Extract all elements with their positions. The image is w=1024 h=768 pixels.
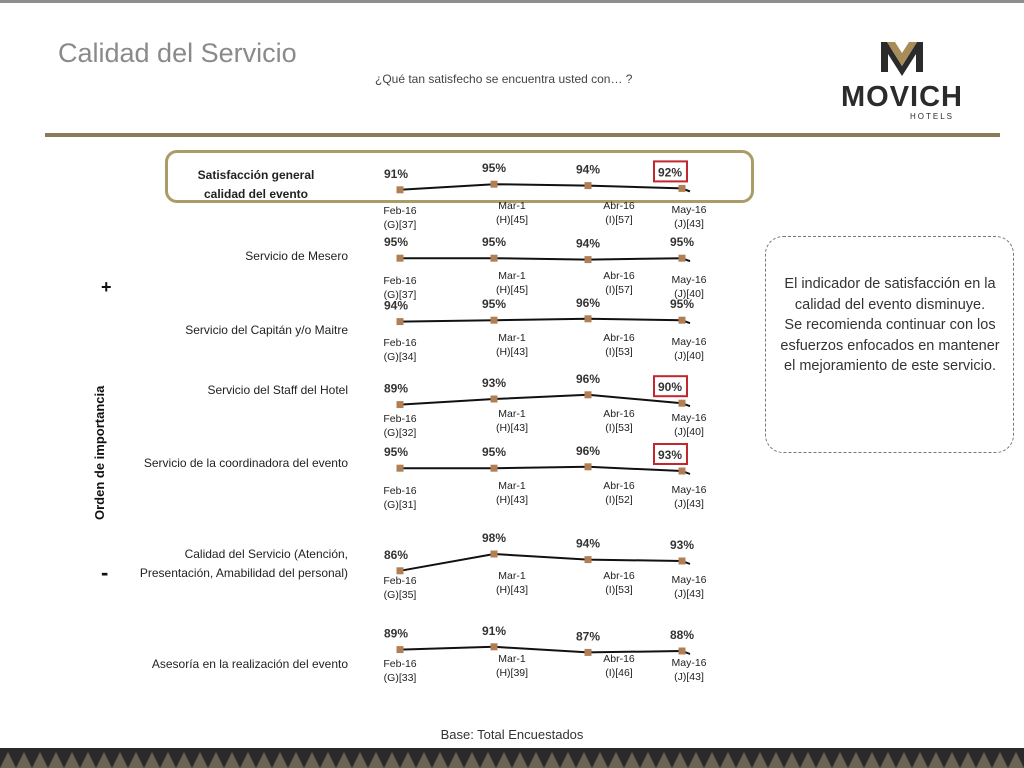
data-label: 94% <box>575 536 601 551</box>
period-label: Abr-16 <box>603 480 635 492</box>
base-label: (G)[34] <box>383 351 417 363</box>
data-point <box>491 551 498 558</box>
data-point <box>679 185 686 192</box>
period-label: May-16 <box>671 412 707 424</box>
data-point <box>397 646 404 653</box>
page-title: Calidad del Servicio <box>58 38 297 68</box>
base-label: (G)[35] <box>383 589 417 601</box>
data-label: 96% <box>575 443 601 458</box>
decorative-band <box>0 748 1024 768</box>
series-line <box>400 395 690 406</box>
base-label: (G)[32] <box>383 427 417 439</box>
data-label: 93% <box>657 448 683 462</box>
period-label: Mar-1 <box>498 653 526 665</box>
series-line <box>400 467 690 474</box>
data-point <box>679 400 686 407</box>
data-point <box>491 465 498 472</box>
period-label: Feb-16 <box>383 413 417 425</box>
base-label: (I)[57] <box>605 284 633 296</box>
base-label: (H)[45] <box>495 284 529 296</box>
period-label: Mar-1 <box>498 332 526 344</box>
base-label: (I)[53] <box>605 422 633 434</box>
data-point <box>679 648 686 655</box>
base-label: (J)[43] <box>674 588 704 600</box>
base-label: (J)[43] <box>674 498 704 510</box>
insight-text-line: Se recomienda continuar con los esfuerzos enfocados en mantener el mejoramiento de este servicio. <box>780 317 1000 374</box>
data-label: 95% <box>481 445 507 460</box>
data-point <box>679 558 686 565</box>
period-label: Feb-16 <box>383 275 417 287</box>
data-point <box>585 182 592 189</box>
data-point <box>397 465 404 472</box>
data-point <box>491 181 498 188</box>
period-label: Feb-16 <box>383 658 417 670</box>
data-label: 89% <box>383 381 409 396</box>
period-label: May-16 <box>671 657 707 669</box>
insight-text <box>778 274 1002 377</box>
base-label: (H)[43] <box>495 584 529 596</box>
data-point <box>585 556 592 563</box>
data-point <box>585 463 592 470</box>
importance-plus: + <box>101 277 112 297</box>
base-label: (J)[40] <box>674 426 704 438</box>
data-point <box>397 318 404 325</box>
data-label: 94% <box>575 236 601 251</box>
data-point <box>585 256 592 263</box>
series-line <box>400 184 690 191</box>
series-line <box>400 319 690 323</box>
data-label: 91% <box>383 166 409 181</box>
period-label: Abr-16 <box>603 408 635 420</box>
row-label-line: Calidad del Servicio (Atención, <box>184 547 348 561</box>
period-label: Mar-1 <box>498 408 526 420</box>
data-label: 94% <box>575 162 601 177</box>
data-point <box>397 567 404 574</box>
series-line <box>400 258 690 261</box>
data-label: 95% <box>481 161 507 176</box>
logo-subtitle: HOTELS <box>909 112 955 121</box>
data-point <box>585 391 592 398</box>
importance-minus: - <box>101 560 109 585</box>
row-label-line: Presentación, Amabilidad del personal) <box>139 566 348 580</box>
importance-axis-label: Orden de importancia <box>92 385 107 520</box>
base-label: (H)[39] <box>495 667 529 679</box>
insight-text-line: El indicador de satisfacción en la calidad del evento disminuye. <box>784 276 996 313</box>
base-label: (I)[46] <box>605 667 633 679</box>
series-line <box>400 647 690 654</box>
base-label: (G)[37] <box>383 289 417 301</box>
data-label: 98% <box>481 531 507 545</box>
series-line <box>400 554 690 571</box>
logo-wordmark: MOVICH <box>841 81 963 113</box>
base-label: (H)[43] <box>495 346 529 358</box>
data-label: 95% <box>383 445 409 460</box>
data-point <box>679 317 686 324</box>
data-label: 92% <box>657 165 683 180</box>
base-label: (H)[43] <box>495 494 529 506</box>
data-point <box>397 401 404 408</box>
period-label: May-16 <box>671 204 707 216</box>
data-point <box>491 396 498 403</box>
data-point <box>491 255 498 262</box>
period-label: Mar-1 <box>498 480 526 492</box>
data-label: 95% <box>669 235 695 250</box>
period-label: Feb-16 <box>383 205 417 217</box>
row-label-line: Servicio del Staff del Hotel <box>207 383 348 397</box>
period-label: Abr-16 <box>603 653 635 665</box>
base-label: (H)[43] <box>495 422 529 434</box>
period-label: Feb-16 <box>383 575 417 587</box>
data-label: 89% <box>383 626 409 641</box>
period-label: Mar-1 <box>498 200 526 212</box>
base-label: (J)[43] <box>674 671 704 683</box>
data-label: 95% <box>383 235 409 250</box>
data-label: 96% <box>575 295 601 310</box>
row-label-line: Asesoría en la realización del evento <box>151 657 348 671</box>
base-label: (G)[37] <box>383 219 417 231</box>
base-label: (J)[40] <box>674 288 704 300</box>
data-label: 87% <box>575 629 601 644</box>
base-label: (G)[31] <box>383 499 417 511</box>
base-label: (I)[52] <box>605 494 633 506</box>
data-label: 90% <box>657 380 683 395</box>
period-label: May-16 <box>671 574 707 586</box>
data-label: 94% <box>383 298 409 313</box>
data-point <box>397 255 404 262</box>
data-label: 96% <box>575 371 601 386</box>
data-point <box>679 255 686 262</box>
data-label: 86% <box>383 547 409 562</box>
row-label-line: Satisfacción general <box>197 168 315 182</box>
period-label: May-16 <box>671 484 707 496</box>
period-label: Abr-16 <box>603 200 635 212</box>
period-label: Abr-16 <box>603 332 635 344</box>
base-footnote: Base: Total Encuestados <box>440 727 584 742</box>
period-label: Abr-16 <box>603 570 635 582</box>
data-label: 91% <box>481 623 507 638</box>
period-label: Feb-16 <box>383 337 417 349</box>
data-label: 95% <box>481 235 507 250</box>
period-label: Mar-1 <box>498 270 526 282</box>
period-label: Mar-1 <box>498 570 526 582</box>
row-label-line: calidad del evento <box>203 187 309 201</box>
data-point <box>491 317 498 324</box>
base-label: (J)[40] <box>674 350 704 362</box>
base-label: (J)[43] <box>674 218 704 230</box>
base-label: (I)[53] <box>605 584 633 596</box>
period-label: May-16 <box>671 274 707 286</box>
data-label: 93% <box>481 376 507 390</box>
data-point <box>679 468 686 475</box>
period-label: Abr-16 <box>603 270 635 282</box>
base-label: (I)[53] <box>605 346 633 358</box>
data-label: 93% <box>669 538 695 552</box>
data-point <box>397 186 404 193</box>
data-point <box>585 315 592 322</box>
period-label: May-16 <box>671 336 707 348</box>
data-point <box>491 643 498 650</box>
data-label: 95% <box>669 297 695 312</box>
base-label: (G)[33] <box>383 672 417 684</box>
period-label: Feb-16 <box>383 485 417 497</box>
data-point <box>585 649 592 656</box>
survey-question: ¿Qué tan satisfecho se encuentra usted con… ? <box>375 72 633 86</box>
row-label-line: Servicio de la coordinadora del evento <box>143 456 348 470</box>
data-label: 95% <box>481 297 507 312</box>
base-label: (H)[45] <box>495 214 529 226</box>
data-label: 88% <box>669 628 695 642</box>
row-label-line: Servicio del Capitán y/o Maitre <box>185 323 348 337</box>
base-label: (I)[57] <box>605 214 633 226</box>
row-label-line: Servicio de Mesero <box>245 249 348 263</box>
